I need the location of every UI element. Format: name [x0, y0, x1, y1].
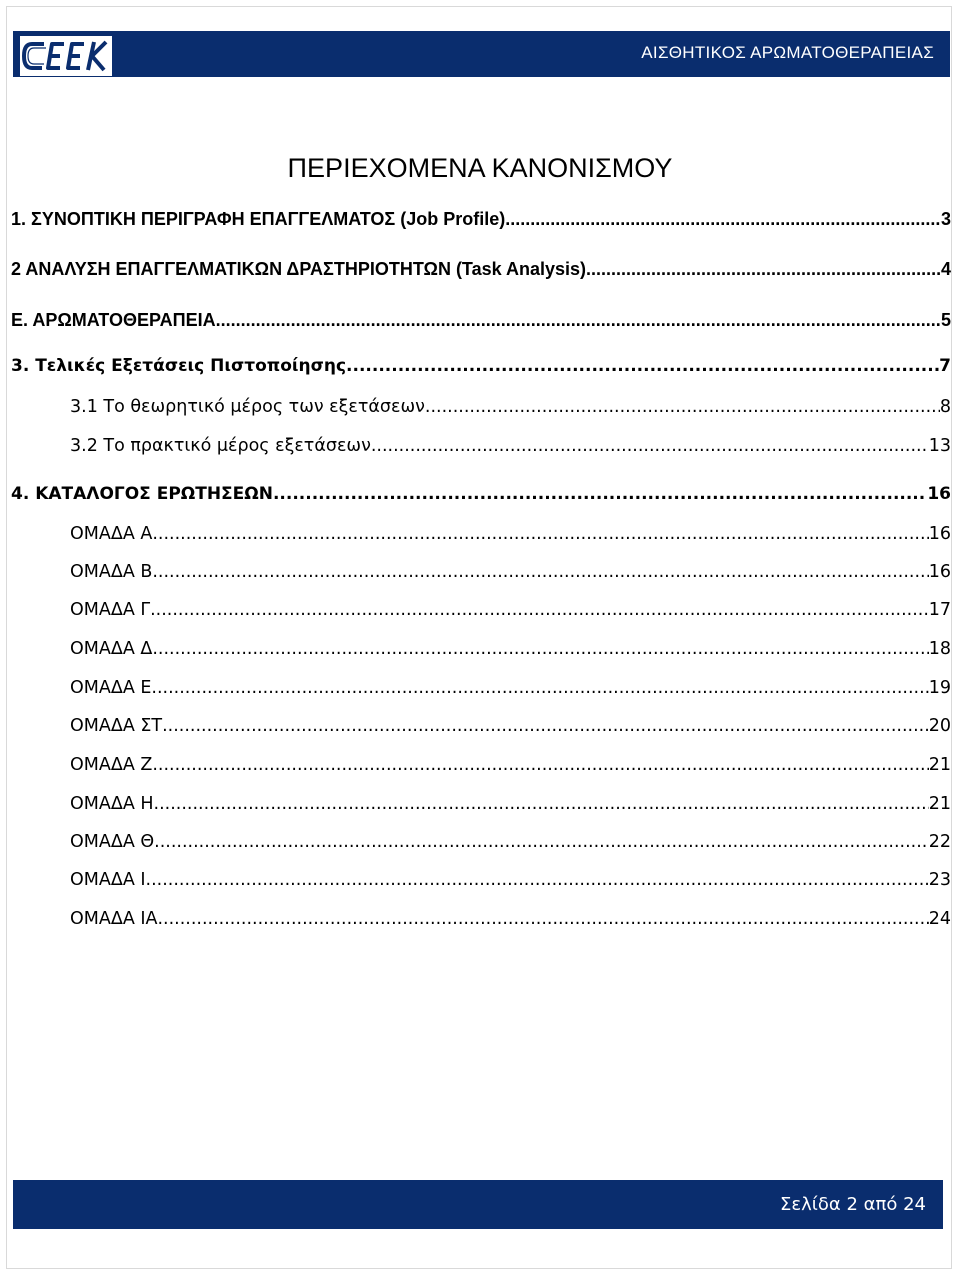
- toc-heading: ΠΕΡΙΕΧΟΜΕΝΑ ΚΑΝΟΝΙΣΜΟΥ: [287, 153, 673, 183]
- toc-entry-page: 16: [927, 484, 951, 504]
- dot-leader: [146, 870, 929, 890]
- toc-entry-page: 17: [928, 600, 951, 620]
- dot-leader: [154, 832, 929, 852]
- toc-entry-page: 16: [928, 524, 951, 544]
- dot-leader: [346, 356, 939, 376]
- toc-entry-title: 3.1 Το θεωρητικό μέρος των εξετάσεων: [70, 397, 425, 417]
- toc-entry-title: ΟΜΑΔΑ ΙΑ: [70, 909, 158, 929]
- toc-entry-theory-part[interactable]: [70, 397, 951, 417]
- toc-entry-group-z[interactable]: [70, 755, 951, 775]
- toc-entry-page: 3: [940, 209, 951, 229]
- dot-leader: [273, 484, 927, 504]
- page-number: Σελίδα 2 από 24: [780, 1194, 926, 1215]
- toc-entry-title: 3.2 Το πρακτικό μέρος εξετάσεων: [70, 436, 371, 456]
- toc-entry-page: 24: [928, 909, 951, 929]
- toc-entry-page: 19: [928, 678, 951, 698]
- toc-entry-group-i[interactable]: [70, 870, 951, 890]
- toc-entry-page: 23: [928, 870, 951, 890]
- dot-leader: [150, 600, 929, 620]
- toc-entry-title: ΟΜΑΔΑ Δ: [70, 639, 153, 659]
- toc-entry-page: 22: [928, 832, 951, 852]
- toc-entry-title: ΟΜΑΔΑ Β: [70, 562, 153, 582]
- dot-leader: [505, 209, 941, 230]
- dot-leader: [162, 716, 929, 736]
- toc-entry-group-a[interactable]: [70, 524, 951, 544]
- toc-entry-job-profile[interactable]: [11, 209, 951, 230]
- dot-leader: [152, 755, 928, 775]
- toc-entry-page: 21: [928, 794, 951, 814]
- toc-entry-practical-part[interactable]: [70, 436, 951, 456]
- ceek-logo-icon: [20, 36, 112, 76]
- toc-entry-title: ΟΜΑΔΑ Ι: [70, 870, 146, 890]
- toc-entry-page: 18: [928, 639, 951, 659]
- toc-entry-aromatherapy[interactable]: [11, 310, 951, 331]
- dot-leader: [152, 562, 928, 582]
- toc-entry-title: ΟΜΑΔΑ Γ: [70, 600, 151, 620]
- toc-entry-title: ΟΜΑΔΑ Ζ: [70, 755, 153, 775]
- toc-entry-title: 4. ΚΑΤΑΛΟΓΟΣ ΕΡΩΤΗΣΕΩΝ: [11, 484, 273, 504]
- toc-entry-title: 3. Τελικές Εξετάσεις Πιστοποίησης: [11, 356, 347, 376]
- toc-entry-group-h[interactable]: [70, 794, 951, 814]
- toc-entry-group-c[interactable]: [70, 600, 951, 620]
- toc-entry-title: 2 ΑΝΑΛΥΣΗ ΕΠΑΓΓΕΛΜΑΤΙΚΩΝ ΔΡΑΣΤΗΡΙΟΤΗΤΩΝ (Task Analysis): [11, 259, 586, 279]
- toc-entry-title: ΟΜΑΔΑ Θ: [70, 832, 155, 852]
- toc-entry-group-d[interactable]: [70, 639, 951, 659]
- dot-leader: [425, 397, 940, 417]
- toc-entry-title: ΟΜΑΔΑ ΣΤ: [70, 716, 163, 736]
- toc-entry-page: 5: [940, 310, 951, 330]
- toc-entry-group-ia[interactable]: [70, 909, 951, 929]
- toc-entry-group-st[interactable]: [70, 716, 951, 736]
- toc-entry-page: 20: [928, 716, 951, 736]
- dot-leader: [154, 794, 929, 814]
- dot-leader: [216, 310, 941, 331]
- dot-leader: [586, 259, 941, 280]
- toc-entry-page: 13: [928, 436, 951, 456]
- header-title: ΑΙΣΘΗΤΙΚΟΣ ΑΡΩΜΑΤΟΘΕΡΑΠΕΙΑΣ: [641, 43, 934, 62]
- toc-entry-final-exams[interactable]: [11, 356, 951, 376]
- toc-entry-page: 8: [939, 397, 951, 417]
- toc-entry-page: 21: [928, 755, 951, 775]
- toc-entry-task-analysis[interactable]: [11, 259, 951, 280]
- toc-entry-page: 7: [939, 356, 951, 376]
- toc-entry-page: 4: [940, 259, 951, 279]
- dot-leader: [152, 639, 928, 659]
- toc-entry-title: Ε. ΑΡΩΜΑΤΟΘΕΡΑΠΕΙΑ: [11, 310, 216, 330]
- page-frame: [6, 6, 952, 1269]
- toc-entry-group-e[interactable]: [70, 678, 951, 698]
- dot-leader: [152, 524, 928, 544]
- dot-leader: [371, 436, 929, 456]
- toc-entry-questions-catalog[interactable]: [11, 484, 951, 504]
- toc-entry-group-th[interactable]: [70, 832, 951, 852]
- toc-entry-title: ΟΜΑΔΑ Α: [70, 524, 153, 544]
- dot-leader: [151, 678, 928, 698]
- toc-entry-title: ΟΜΑΔΑ Η: [70, 794, 154, 814]
- toc-entry-title: ΟΜΑΔΑ Ε: [70, 678, 152, 698]
- toc-entry-page: 16: [928, 562, 951, 582]
- dot-leader: [157, 909, 928, 929]
- toc-entry-group-b[interactable]: [70, 562, 951, 582]
- toc-entry-title: 1. ΣΥΝΟΠΤΙΚΗ ΠΕΡΙΓΡΑΦΗ ΕΠΑΓΓΕΛΜΑΤΟΣ (Job Profile): [11, 209, 506, 229]
